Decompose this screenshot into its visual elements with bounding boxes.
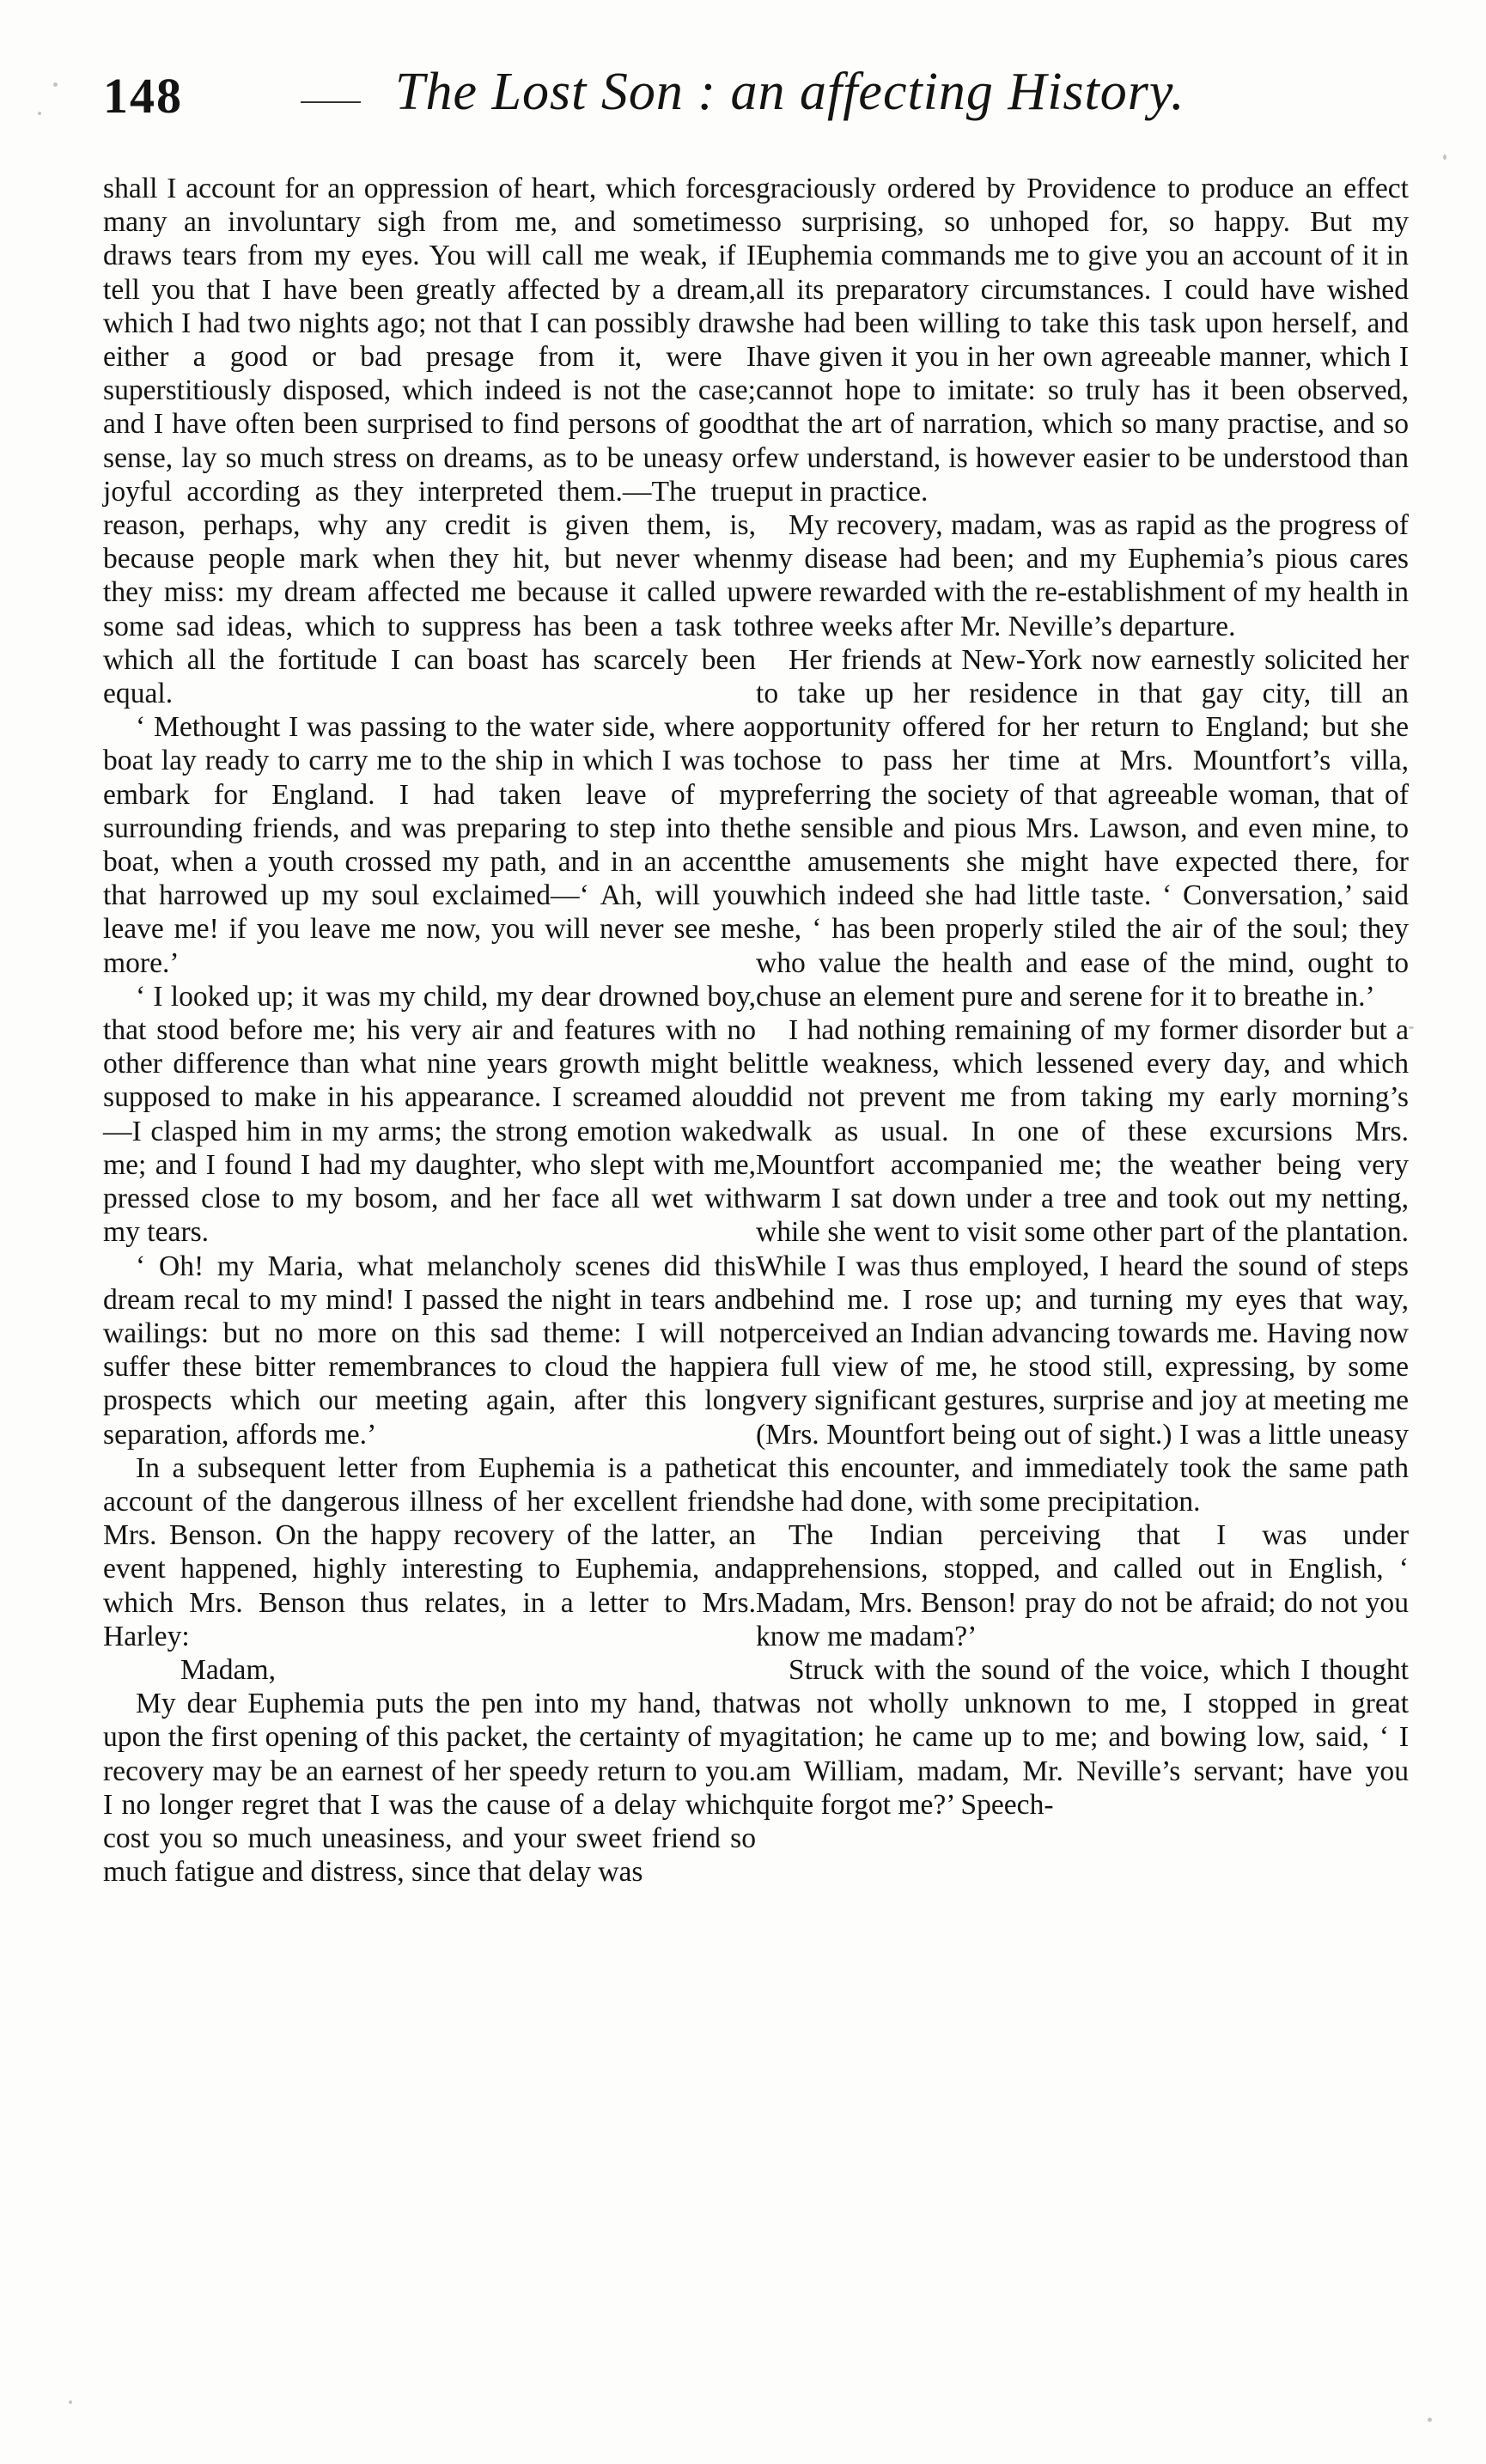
page-header bbox=[86, 58, 1426, 153]
paragraph: ‘ I looked up; it was my child, my dear drowned boy, that stood before me; his very air and features with no other difference than what nine years growth might be supposed to make in his appearance. I screamed aloud—I clasped him in my arms; the strong emotion waked me; and I found I had my daughter, who slept with me, pressed close to my bosom, and her face all wet with my tears. bbox=[103, 980, 756, 1249]
scan-speck bbox=[53, 82, 58, 87]
scan-speck bbox=[1443, 155, 1446, 160]
scan-speck bbox=[1428, 2418, 1432, 2422]
scan-speck bbox=[38, 112, 41, 115]
scan-speck bbox=[69, 2400, 72, 2404]
paragraph: In a subsequent letter from Euphemia is a pathetic account of the dangerous illness of her excellent friend Mrs. Benson. On the happy recovery of the latter, an event happened, highly interesting to Euphemia, and which Mrs. Benson thus relates, in a letter to Mrs. Harley: bbox=[103, 1451, 756, 1652]
scan-speck bbox=[1409, 1026, 1414, 1029]
paragraph: My recovery, madam, was as rapid as the progress of my disease had been; and my Euphemia’s pious cares were rewarded with the re-establishment of my health in three weeks after Mr. Neville’s departure. bbox=[756, 509, 1409, 642]
paragraph: ‘ Oh! my Maria, what melancholy scenes did this dream recal to my mind! I passed the night in tears and wailings: but no more on this sad theme: I will not suffer these bitter remembrances to cloud the happier prospects which our meeting again, after this long separation, affords me.’ bbox=[103, 1250, 756, 1451]
paragraph: Her friends at New-York now earnestly solicited her to take up her residence in that gay city, till an opportunity offered for her return to England; but she chose to pass her time at Mrs. Mountfort’s villa, preferring the society of that agreeable woman, that of the sensible and pious Mrs. Lawson, and even mine, to the amusements she might have expected there, for which indeed she had little taste. ‘ Conversation,’ said she, ‘ has been properly stiled the air of the soul; they who value the health and ease of the mind, ought to chuse an element pure and serene for it to breathe in.’ bbox=[756, 643, 1409, 1013]
header-rule bbox=[301, 101, 361, 103]
page-number: 148 bbox=[103, 68, 183, 124]
paragraph: shall I account for an oppression of heart, which forces many an involuntary sigh from me, and sometimes draws tears from my eyes. You will call me weak, if I tell you that I have been greatly affected by a dream, which I had two nights ago; not that I can possibly draw either a good or bad presage from it, were I superstitiously disposed, which indeed is not the case; and I have often been surprised to find persons of good sense, lay so much stress on dreams, as to be uneasy or joyful according as they interpreted them.—The true reason, perhaps, why any credit is given them, is, because people mark when they hit, but never when they miss: my dream affected me because it called up some sad ideas, which to suppress has been a task to which all the fortitude I can boast has scarcely been equal. bbox=[103, 173, 756, 710]
letter-salutation: Madam, bbox=[180, 1653, 276, 1686]
right-column bbox=[756, 172, 1409, 1822]
paragraph: Struck with the sound of the voice, which I thought was not wholly unknown to me, I stopped in great agitation; he came up to me; and bowing low, said, ‘ I am William, madam, Mr. Neville’s servant; have you quite forgot me?’ Speech- bbox=[756, 1653, 1409, 1821]
paragraph: ‘ Methought I was passing to the water side, where a boat lay ready to carry me to the ship in which I was to embark for England. I had taken leave of my surrounding friends, and was preparing to step into the boat, when a youth crossed my path, and in an accent that harrowed up my soul exclaimed—‘ Ah, will you leave me! if you leave me now, you will never see me more.’ bbox=[103, 711, 756, 979]
paragraph: I had nothing remaining of my former disorder but a little weakness, which lessened every day, and which did not prevent me from taking my early morning’s walk as usual. In one of these excursions Mrs. Mountfort accompanied me; the weather being very warm I sat down under a tree and took out my netting, while she went to visit some other part of the plantation. While I was thus employed, I heard the sound of steps behind me. I rose up; and turning my eyes that way, perceived an Indian advancing towards me. Having now a full view of me, he stood still, expressing, by some very significant gestures, surprise and joy at meeting me (Mrs. Mountfort being out of sight.) I was a little uneasy at this encounter, and immediately took the same path she had done, with some precipitation. bbox=[756, 1014, 1409, 1518]
paragraph: graciously ordered by Providence to produce an effect so surprising, so unhoped for, so happy. But my Euphemia commands me to give you an account of it in all its preparatory circumstances. I could have wished she had been willing to take this task upon herself, and have given it you in her own agreeable manner, which I cannot hope to imitate: so truly has it been observed, that the art of narration, which so many practise, and so few understand, is however easier to be understood than put in practice. bbox=[756, 173, 1409, 508]
paragraph: My dear Euphemia puts the pen into my hand, that upon the first opening of this packet, the certainty of my recovery may be an earnest of her speedy return to you. I no longer regret that I was the cause of a delay which cost you so much uneasiness, and your sweet friend so much fatigue and distress, since that delay was bbox=[103, 1688, 756, 1889]
left-column bbox=[103, 172, 756, 1889]
running-head: The Lost Son : an affecting History. bbox=[395, 63, 1185, 121]
paragraph: The Indian perceiving that I was under apprehensions, stopped, and called out in English, ‘ Madam, Mrs. Benson! pray do not be afraid; do not you know me madam?’ bbox=[756, 1519, 1409, 1652]
